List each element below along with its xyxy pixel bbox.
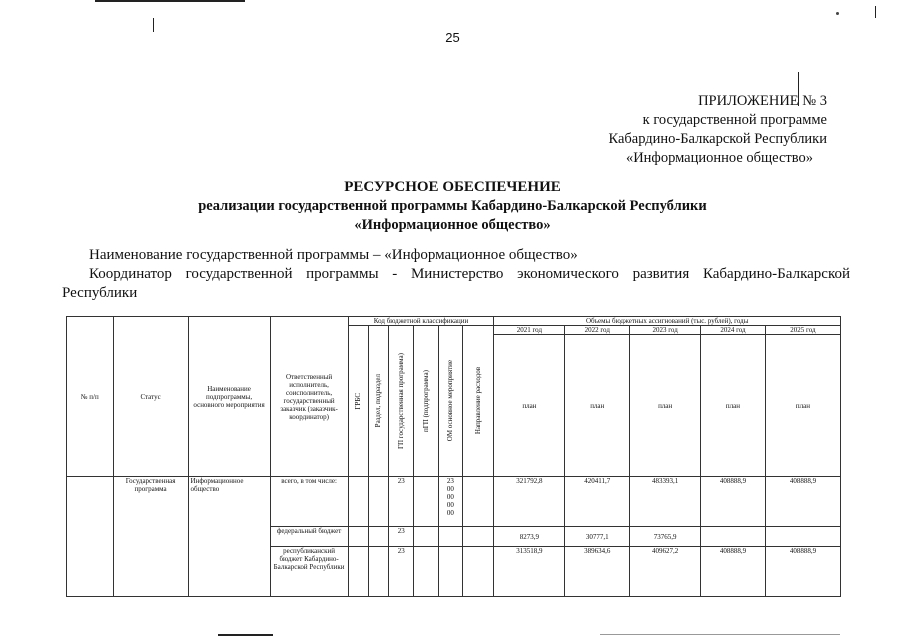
cell-pgp [414,477,438,527]
col-header-responsible: Ответственный исполнитель, соисполнитель, государственный заказчик (заказчик-координатор) [270,317,348,477]
table-row [67,477,841,527]
col-header-volume-group: Объемы бюджетных ассигнований (тыс. рублей), годы [494,317,841,326]
col-header-year: 2024 год [701,326,766,335]
cell-name: Информационное общество [188,477,270,597]
title-line: «Информационное общество» [354,217,551,233]
coordinator-line-tail: Республики [62,285,138,301]
coordinator-word: Кабардино-Балкарской [702,266,850,282]
scan-dot [836,12,839,15]
cell-num [67,477,114,597]
document-title [0,178,905,235]
cell-om [438,477,462,527]
title-line: РЕСУРСНОЕ ОБЕСПЕЧЕНИЕ [344,179,561,195]
coordinator-word: государственной [185,266,293,282]
cell-grbs [348,477,368,527]
col-header-num: № п/п [67,317,114,477]
cell-value: 73765,9 [630,527,701,547]
om-code-part: 00 [446,501,454,509]
col-header-year: 2022 год [565,326,630,335]
resource-table [66,316,841,597]
bottom-edge-mark [218,634,273,636]
cell-razdel [368,477,388,527]
col-header-plan: план [494,335,565,477]
om-code-part: 00 [446,493,454,501]
page-number: 25 [445,30,460,45]
coordinator-word: развития [632,266,690,282]
cell-value: 321792,8 [494,477,565,527]
cell-napr [463,547,494,597]
col-header-gp: ГП государственная программа) [389,326,414,477]
cell-value: 408888,9 [701,547,766,597]
header-row-group [67,317,841,326]
col-header-pgp: пГП (подпрограмма) [414,326,438,477]
cell-value: 409627,2 [630,547,701,597]
col-header-status: Статус [113,317,188,477]
coordinator-word: Министерство [410,266,504,282]
cell-status: Государственная программа [113,477,188,597]
top-edge-mark [95,0,245,2]
appendix-line: Кабардино-Балкарской Республики [608,131,827,147]
om-code-part: 23 [446,477,454,485]
col-header-year: 2025 год [765,326,840,335]
program-name-line: Наименование государственной программы – «Информационное общество» [89,247,578,263]
appendix-line: «Информационное общество» [625,150,813,166]
cell-napr [463,477,494,527]
col-header-code-group: Код бюджетной классификации [348,317,494,326]
col-header-name: Наименование подпрограммы, основного мероприятия [188,317,270,477]
cell-value: 420411,7 [565,477,630,527]
appendix-block [608,92,827,168]
col-header-om: ОМ основное мероприятие [438,326,462,477]
cell-value: 408888,9 [701,477,766,527]
coordinator-line [62,265,850,284]
cell-responsible: федеральный бюджет [270,527,348,547]
cell-grbs [348,527,368,547]
appendix-title: ПРИЛОЖЕНИЕ № 3 [698,93,827,109]
col-header-plan: план [565,335,630,477]
cell-om [438,547,462,597]
cell-napr [463,527,494,547]
cell-razdel [368,547,388,597]
cell-razdel [368,527,388,547]
om-code-part: 00 [446,509,454,517]
coordinator-word: Координатор [89,266,172,282]
cell-om [438,527,462,547]
coordinator-word: - [392,266,398,282]
cell-gp: 23 [389,527,414,547]
cell-value: 483393,1 [630,477,701,527]
cell-responsible: республиканский бюджет Кабардино-Балкарской Республики [270,547,348,597]
col-header-plan: план [765,335,840,477]
col-header-napr: Направление расходов [463,326,494,477]
intro-block [62,246,850,303]
cell-value: 408888,9 [765,547,840,597]
cell-pgp [414,527,438,547]
right-edge-mark [875,6,876,18]
cell-value [701,527,766,547]
cell-value: 389634,6 [565,547,630,597]
cell-grbs [348,547,368,597]
col-header-year: 2021 год [494,326,565,335]
appendix-line: к государственной программе [642,112,827,128]
cell-value: 313518,9 [494,547,565,597]
coordinator-word: экономического [517,266,619,282]
cell-gp: 23 [389,547,414,597]
col-header-razdel: Раздел, подраздел [368,326,388,477]
cell-responsible: всего, в том числе: [270,477,348,527]
title-line: реализации государственной программы Кабардино-Балкарской Республики [198,198,707,214]
cell-pgp [414,547,438,597]
cell-value: 408888,9 [765,477,840,527]
cell-value: 8273,9 [494,527,565,547]
col-header-plan: план [701,335,766,477]
col-header-year: 2023 год [630,326,701,335]
om-code-part: 00 [446,485,454,493]
col-header-plan: план [630,335,701,477]
bottom-edge-mark-right [600,634,840,635]
cell-gp: 23 [389,477,414,527]
coordinator-word: программы [306,266,379,282]
cell-value [765,527,840,547]
col-header-grbs: ГРБС [348,326,368,477]
cell-value: 30777,1 [565,527,630,547]
